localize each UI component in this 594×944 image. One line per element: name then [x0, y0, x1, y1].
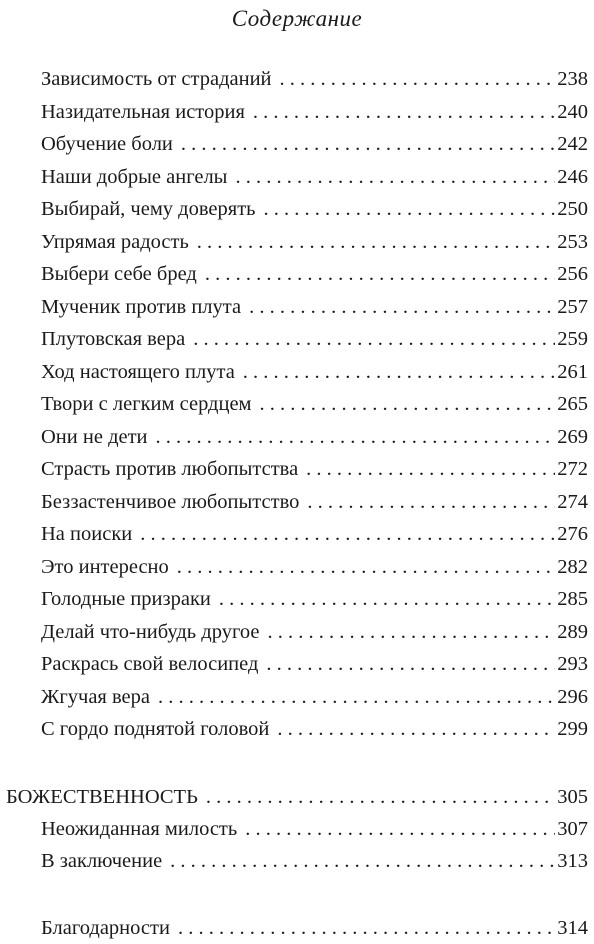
toc-entry-label: Это интересно [41, 555, 169, 578]
toc-entry-page: 293 [557, 653, 588, 675]
toc-entry-page: 250 [557, 198, 588, 220]
toc-entry[interactable] [41, 62, 588, 92]
toc-entry-label: Ход настоящего плута [41, 360, 235, 383]
toc-entry[interactable] [41, 322, 588, 352]
toc-entry-label: Голодные призраки [41, 588, 211, 610]
toc-entry-page: 269 [557, 425, 588, 448]
toc-entry-label: Жгучая вера [41, 685, 150, 708]
toc-entry-label: Наши добрые ангелы [41, 165, 228, 188]
toc-entry[interactable] [41, 160, 588, 190]
toc-entry[interactable] [41, 192, 588, 222]
toc-entry-label: Делай что-нибудь другое [41, 620, 260, 643]
toc-entry[interactable] [41, 647, 588, 677]
toc-entry-label: Неожиданная милость [41, 818, 238, 840]
toc-entry-label: Раскрась свой велосипед [41, 653, 259, 675]
toc-entry-page: 265 [557, 393, 588, 415]
toc-entry[interactable] [41, 95, 588, 125]
toc-entry-page: 238 [557, 68, 588, 90]
toc-entry[interactable] [41, 257, 588, 287]
toc-entry-page: 313 [557, 850, 588, 872]
toc-entry-page: 253 [557, 230, 588, 253]
leader-dots [158, 684, 555, 710]
toc-entry-page: 259 [557, 328, 588, 350]
toc-entry-page: 289 [557, 620, 588, 643]
toc-entry-label: Твори с легким сердцем [41, 393, 252, 415]
leader-dots [307, 489, 555, 515]
toc-entry-page: 299 [557, 718, 588, 740]
leader-dots [219, 586, 555, 612]
toc-entry[interactable] [41, 452, 588, 482]
leader-dots [193, 326, 555, 352]
leader-dots [177, 554, 555, 580]
leader-dots [267, 619, 555, 645]
toc-entry[interactable] [41, 911, 588, 941]
toc-entry-label: Мученик против плута [41, 295, 242, 318]
leader-dots [260, 391, 556, 417]
leader-dots [253, 99, 555, 125]
leader-dots [178, 915, 555, 941]
toc-entry-page: 242 [557, 133, 588, 155]
toc-entry[interactable] [41, 355, 588, 385]
toc-entry-page: 272 [557, 458, 588, 480]
toc-entry[interactable] [41, 844, 588, 874]
leader-dots [245, 816, 555, 842]
toc-entry-page: 274 [557, 490, 588, 513]
toc-entry[interactable] [41, 582, 588, 612]
toc-entry-page: 240 [557, 100, 588, 123]
toc-entry-page: 257 [557, 295, 588, 318]
leader-dots [170, 848, 555, 874]
toc-entry-label: Плутовская вера [41, 328, 186, 350]
leader-dots [206, 784, 555, 810]
toc-entry-page: 256 [557, 263, 588, 285]
toc-entry-label: Выбирай, чему доверять [41, 198, 256, 220]
toc-entry-page: 307 [557, 818, 588, 840]
toc-section[interactable] [6, 780, 588, 810]
toc-entry[interactable] [41, 680, 588, 710]
toc-entry[interactable] [41, 387, 588, 417]
leader-dots [280, 66, 556, 92]
toc-entry[interactable] [41, 712, 588, 742]
toc-entry-label: Беззастенчивое любопытство [41, 490, 300, 513]
leader-dots [205, 261, 555, 287]
leader-dots [264, 196, 556, 222]
toc-entry-label: Зависимость от страданий [41, 68, 272, 90]
toc-entry-label: Обучение боли [41, 133, 173, 155]
toc-entry-label: Назидательная история [41, 100, 245, 123]
toc-entry-label: На поиски [41, 523, 133, 545]
toc-entry-page: 246 [557, 165, 588, 188]
toc-entry[interactable] [41, 420, 588, 450]
toc-entry[interactable] [41, 127, 588, 157]
leader-dots [277, 716, 555, 742]
leader-dots [181, 131, 555, 157]
toc-entry-label: Упрямая радость [41, 230, 189, 253]
toc-entry-label: В заключение [41, 850, 163, 872]
toc-entry-page: 261 [557, 360, 588, 383]
toc-entry[interactable] [41, 485, 588, 515]
leader-dots [249, 294, 555, 320]
leader-dots [197, 229, 555, 255]
toc-entry[interactable] [41, 517, 588, 547]
toc-entry-label: Они не дети [41, 425, 148, 448]
toc-entry-page: 296 [557, 685, 588, 708]
page-title: Содержание [231, 6, 363, 31]
leader-dots [243, 359, 555, 385]
toc-entry[interactable] [41, 550, 588, 580]
toc-entry-page: 282 [557, 555, 588, 578]
toc-section-page: 305 [557, 786, 588, 808]
toc-entry-label: С гордо поднятой головой [41, 718, 270, 740]
leader-dots [266, 651, 555, 677]
toc-entry[interactable] [41, 812, 588, 842]
toc-entry[interactable] [41, 225, 588, 255]
leader-dots [235, 164, 555, 190]
leader-dots [140, 521, 555, 547]
toc-entry-label: Выбери себе бред [41, 263, 197, 285]
toc-entry-page: 285 [557, 588, 588, 610]
toc-entry[interactable] [41, 615, 588, 645]
toc-entry-label: Страсть против любопытства [41, 458, 299, 480]
toc-entry-page: 314 [557, 917, 588, 939]
leader-dots [306, 456, 555, 482]
toc-entry-label: Благодарности [41, 917, 170, 939]
toc-section-label: БОЖЕСТВЕННОСТЬ [6, 786, 198, 808]
toc-entry[interactable] [41, 290, 588, 320]
toc-entry-page: 276 [557, 523, 588, 545]
leader-dots [156, 424, 556, 450]
